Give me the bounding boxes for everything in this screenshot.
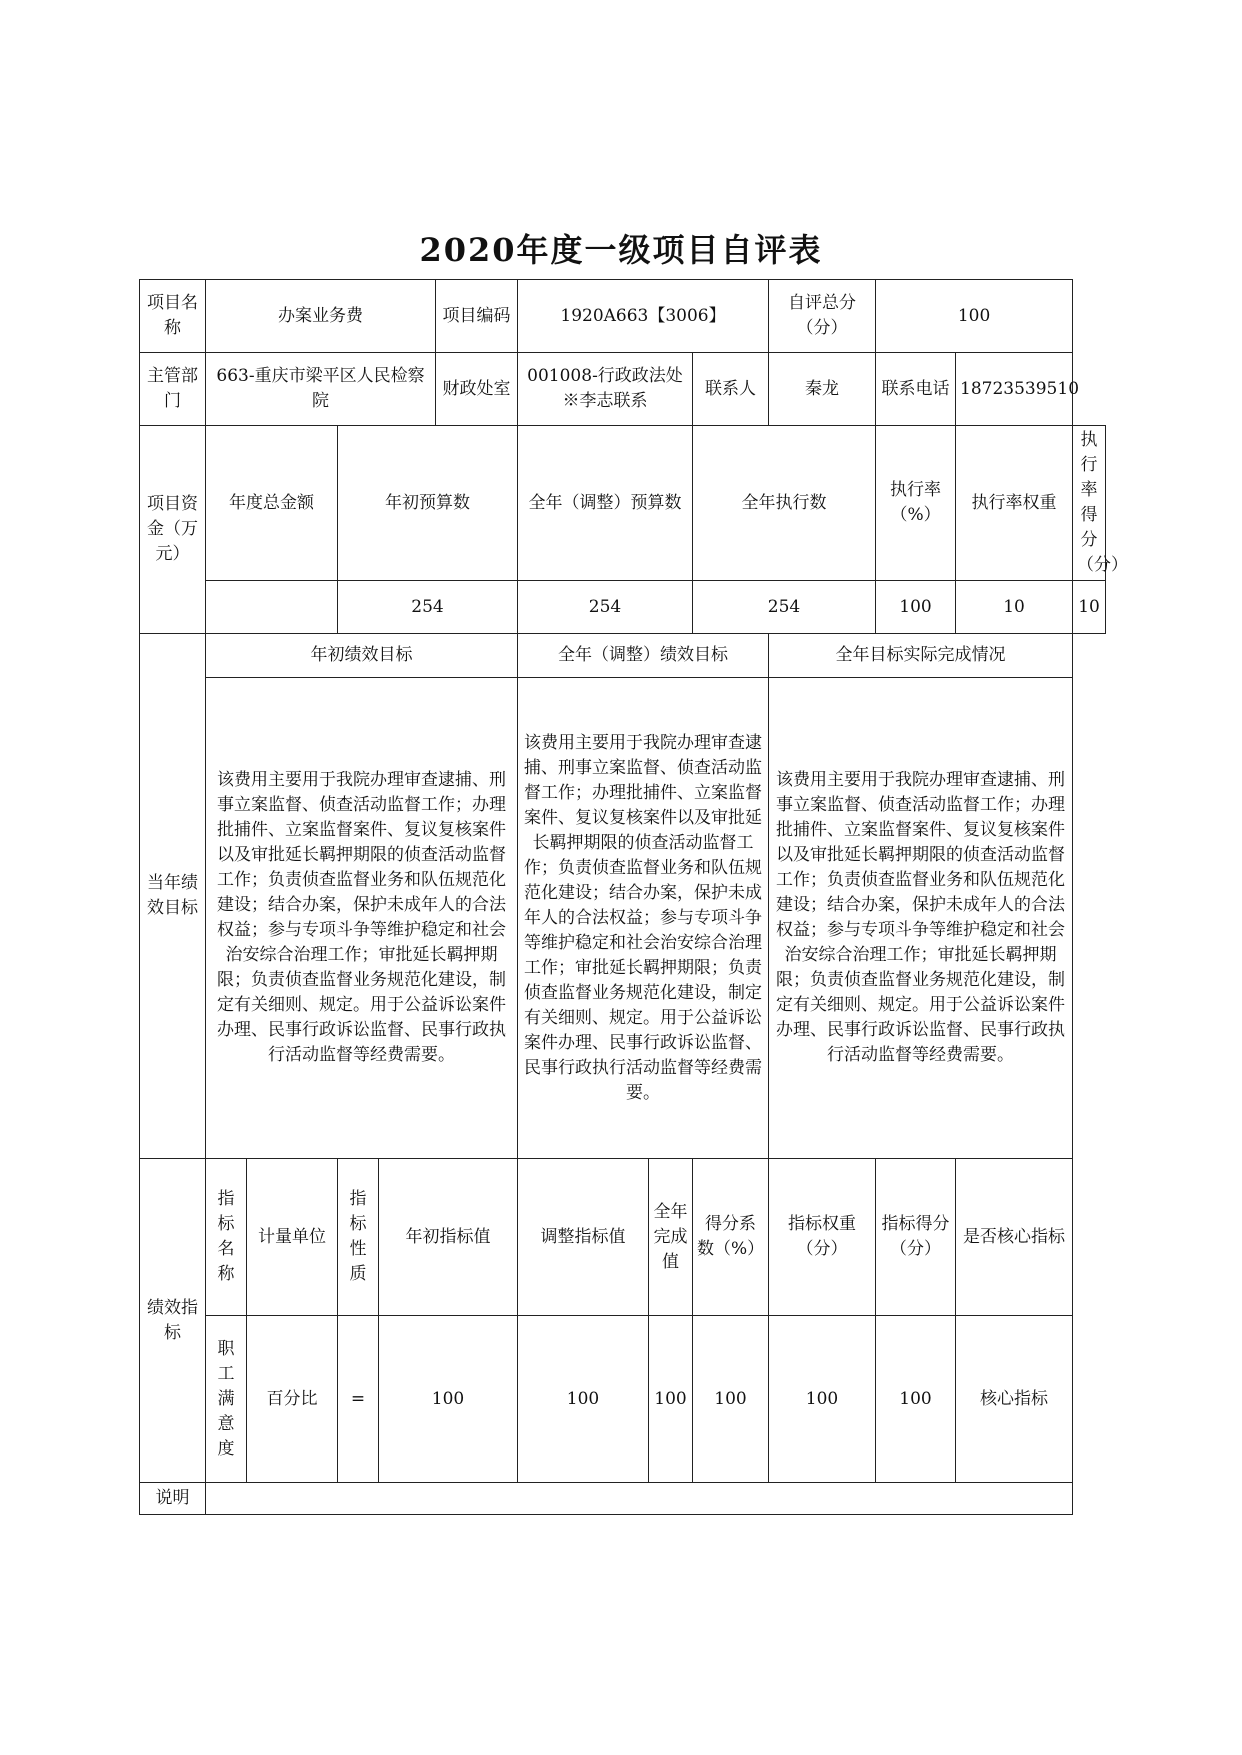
funds-total-value xyxy=(206,581,338,634)
indicator-weight-header: 指标权重（分） xyxy=(769,1159,876,1316)
indicators-label: 绩效指标 xyxy=(140,1159,206,1483)
contact-person-value: 秦龙 xyxy=(769,353,876,426)
indicator-unit-header: 计量单位 xyxy=(247,1159,338,1316)
annual-goals-label: 当年绩效目标 xyxy=(140,634,206,1159)
indicator-core-value: 核心指标 xyxy=(956,1316,1073,1483)
total-score-value: 100 xyxy=(876,280,1073,353)
adjusted-goals-text: 该费用主要用于我院办理审查逮捕、刑事立案监督、侦查活动监督工作；办理批捕件、立案监督案件、复议复核案件以及审批延长羁押期限的侦查活动监督工作；负责侦查监督业务和队伍规范化建设；结合办案，保护未成年人的合法权益；参与专项斗争等维护稳定和社会治安综合治理工作；审批延长羁押期限；负责侦查监督业务规范化建设，制定有关细则、规定。用于公益诉讼案件办理、民事行政诉讼监督、民事行政执行活动监督等经费需要。 xyxy=(518,678,769,1159)
funds-weight-value: 10 xyxy=(956,581,1073,634)
indicator-nature-value: = xyxy=(338,1316,379,1483)
goals-header-row xyxy=(140,634,1106,678)
funds-executed-header: 全年执行数 xyxy=(693,426,876,581)
funds-weight-header: 执行率权重 xyxy=(956,426,1073,581)
funds-rate-value: 100 xyxy=(876,581,956,634)
indicator-weight-value: 100 xyxy=(769,1316,876,1483)
total-score-label: 自评总分（分） xyxy=(769,280,876,353)
funds-rate-header: 执行率（%） xyxy=(876,426,956,581)
project-name-value: 办案业务费 xyxy=(206,280,436,353)
indicator-initial-header: 年初指标值 xyxy=(379,1159,518,1316)
initial-goals-header: 年初绩效目标 xyxy=(206,634,518,678)
funds-total-header: 年度总金额 xyxy=(206,426,338,581)
finance-office-value: 001008-行政政法处※李志联系 xyxy=(518,353,693,426)
indicator-score-value: 100 xyxy=(876,1316,956,1483)
indicator-adjusted-header: 调整指标值 xyxy=(518,1159,649,1316)
indicator-name-header: 指标名称 xyxy=(206,1159,247,1316)
funds-adjusted-header: 全年（调整）预算数 xyxy=(518,426,693,581)
funds-adjusted-value: 254 xyxy=(518,581,693,634)
indicator-coef-header: 得分系数（%） xyxy=(693,1159,769,1316)
notes-row xyxy=(140,1483,1106,1515)
project-name-label: 项目名称 xyxy=(140,280,206,353)
project-code-label: 项目编码 xyxy=(436,280,518,353)
funds-label: 项目资金（万元） xyxy=(140,426,206,634)
funds-initial-header: 年初预算数 xyxy=(338,426,518,581)
finance-office-label: 财政处室 xyxy=(436,353,518,426)
funds-header-row xyxy=(140,426,1106,581)
funds-score-value: 10 xyxy=(1073,581,1106,634)
indicator-unit-value: 百分比 xyxy=(247,1316,338,1483)
table-row xyxy=(140,1316,1106,1483)
actual-goals-header: 全年目标实际完成情况 xyxy=(769,634,1073,678)
actual-goals-text: 该费用主要用于我院办理审查逮捕、刑事立案监督、侦查活动监督工作；办理批捕件、立案监督案件、复议复核案件以及审批延长羁押期限的侦查活动监督工作；负责侦查监督业务和队伍规范化建设；结合办案，保护未成年人的合法权益；参与专项斗争等维护稳定和社会治安综合治理工作；审批延长羁押期限；负责侦查监督业务规范化建设，制定有关细则、规定。用于公益诉讼案件办理、民事行政诉讼监督、民事行政执行活动监督等经费需要。 xyxy=(769,678,1073,1159)
indicator-coef-value: 100 xyxy=(693,1316,769,1483)
indicator-score-header: 指标得分（分） xyxy=(876,1159,956,1316)
notes-value xyxy=(206,1483,1073,1515)
indicator-completed-value: 100 xyxy=(649,1316,693,1483)
contact-phone-label: 联系电话 xyxy=(876,353,956,426)
adjusted-goals-header: 全年（调整）绩效目标 xyxy=(518,634,769,678)
indicator-name-value: 职工满意度 xyxy=(206,1316,247,1483)
indicator-initial-value: 100 xyxy=(379,1316,518,1483)
page-title: 2020年度一级项目自评表 xyxy=(419,231,823,269)
goals-text-row xyxy=(140,678,1106,1159)
project-info-row xyxy=(140,280,1106,353)
indicator-completed-header: 全年完成值 xyxy=(649,1159,693,1316)
funds-initial-value: 254 xyxy=(338,581,518,634)
self-evaluation-table xyxy=(139,279,1129,1515)
project-code-value: 1920A663【3006】 xyxy=(518,280,769,353)
initial-goals-text: 该费用主要用于我院办理审查逮捕、刑事立案监督、侦查活动监督工作；办理批捕件、立案监督案件、复议复核案件以及审批延长羁押期限的侦查活动监督工作；负责侦查监督业务和队伍规范化建设；结合办案，保护未成年人的合法权益；参与专项斗争等维护稳定和社会治安综合治理工作；审批延长羁押期限；负责侦查监督业务规范化建设，制定有关细则、规定。用于公益诉讼案件办理、民事行政诉讼监督、民事行政执行活动监督等经费需要。 xyxy=(206,678,518,1159)
contact-phone-value: 18723539510 xyxy=(956,353,1073,426)
funds-score-header: 执行率得分（分） xyxy=(1073,426,1106,581)
contact-person-label: 联系人 xyxy=(693,353,769,426)
funds-executed-value: 254 xyxy=(693,581,876,634)
department-value: 663-重庆市梁平区人民检察院 xyxy=(206,353,436,426)
department-label: 主管部门 xyxy=(140,353,206,426)
indicator-header-row xyxy=(140,1159,1106,1316)
funds-value-row xyxy=(140,581,1106,634)
indicator-core-header: 是否核心指标 xyxy=(956,1159,1073,1316)
indicator-adjusted-value: 100 xyxy=(518,1316,649,1483)
department-row xyxy=(140,353,1106,426)
indicator-nature-header: 指标性质 xyxy=(338,1159,379,1316)
notes-label: 说明 xyxy=(140,1483,206,1515)
